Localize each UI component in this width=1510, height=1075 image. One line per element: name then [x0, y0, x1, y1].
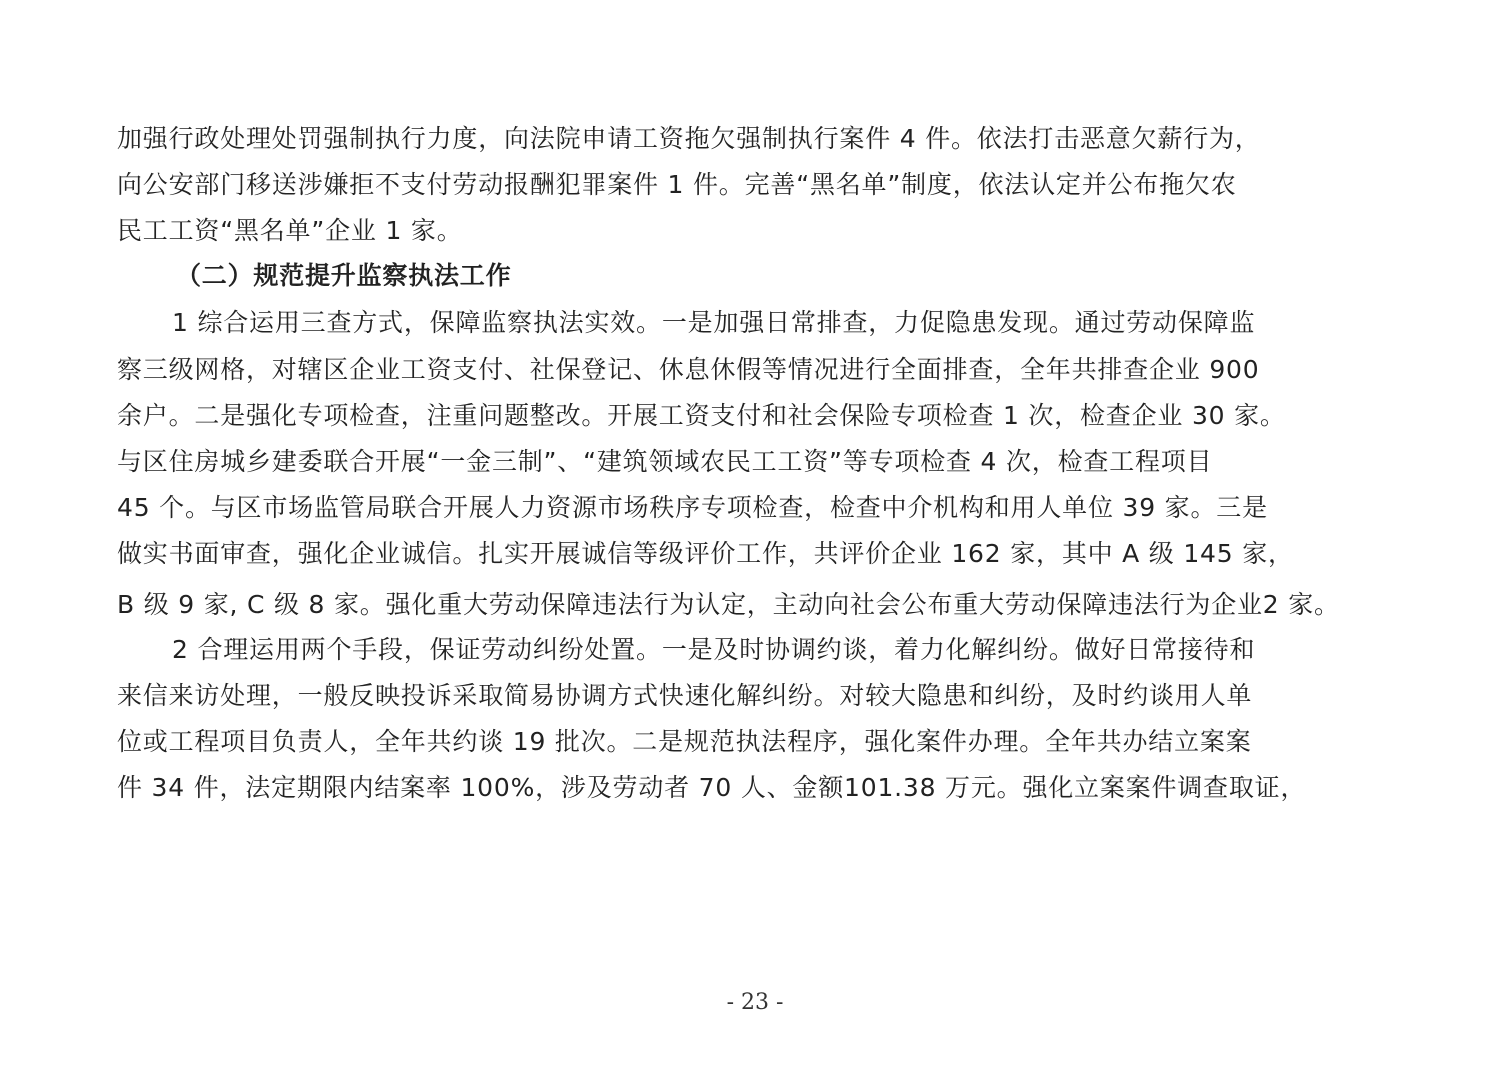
text-line: 做实书面审查，强化企业诚信。扎实开展诚信等级评价工作，共评价企业 162 家，其中 A 级 145 家， — [117, 539, 1294, 568]
section-heading: （二）规范提升监察执法工作 — [176, 261, 512, 290]
text-line: 民工工资“黑名单”企业 1 家。 — [117, 216, 463, 245]
text-line: 加强行政处理处罚强制执行力度，向法院申请工资拖欠强制执行案件 4 件。依法打击恶意欠薪行为， — [117, 124, 1261, 153]
text-line: 2 合理运用两个手段，保证劳动纠纷处置。一是及时协调约谈，着力化解纠纷。做好日常接待和 — [172, 635, 1256, 664]
text-line: 位或工程项目负责人，全年共约谈 19 批次。二是规范执法程序，强化案件办理。全年共办结立案案 — [117, 727, 1252, 756]
text-line: 向公安部门移送涉嫌拒不支付劳动报酬犯罪案件 1 件。完善“黑名单”制度，依法认定并公布拖欠农 — [117, 170, 1237, 199]
text-line: 察三级网格，对辖区企业工资支付、社保登记、休息休假等情况进行全面排查，全年共排查企业 900 — [117, 355, 1260, 384]
text-line: 1 综合运用三查方式，保障监察执法实效。一是加强日常排查，力促隐患发现。通过劳动保障监 — [172, 308, 1256, 337]
page-number: - 23 - — [726, 990, 784, 1015]
text-line: 来信来访处理，一般反映投诉采取简易协调方式快速化解纠纷。对较大隐患和纠纷，及时约谈用人单 — [117, 681, 1253, 710]
text-line: 与区住房城乡建委联合开展“一金三制”、“建筑领域农民工工资”等专项检查 4 次，检查工程项目 — [117, 447, 1213, 476]
text-line: B 级 9 家, C 级 8 家。强化重大劳动保障违法行为认定，主动向社会公布重大劳动保障违法行为企业2 家。 — [117, 590, 1340, 619]
text-line: 件 34 件，法定期限内结案率 100%，涉及劳动者 70 人、金额101.38 万元。强化立案案件调查取证， — [117, 773, 1307, 802]
text-line: 45 个。与区市场监管局联合开展人力资源市场秩序专项检查，检查中介机构和用人单位 39 家。三是 — [117, 493, 1268, 522]
text-line: 余户。二是强化专项检查，注重问题整改。开展工资支付和社会保险专项检查 1 次，检查企业 30 家。 — [117, 401, 1286, 430]
